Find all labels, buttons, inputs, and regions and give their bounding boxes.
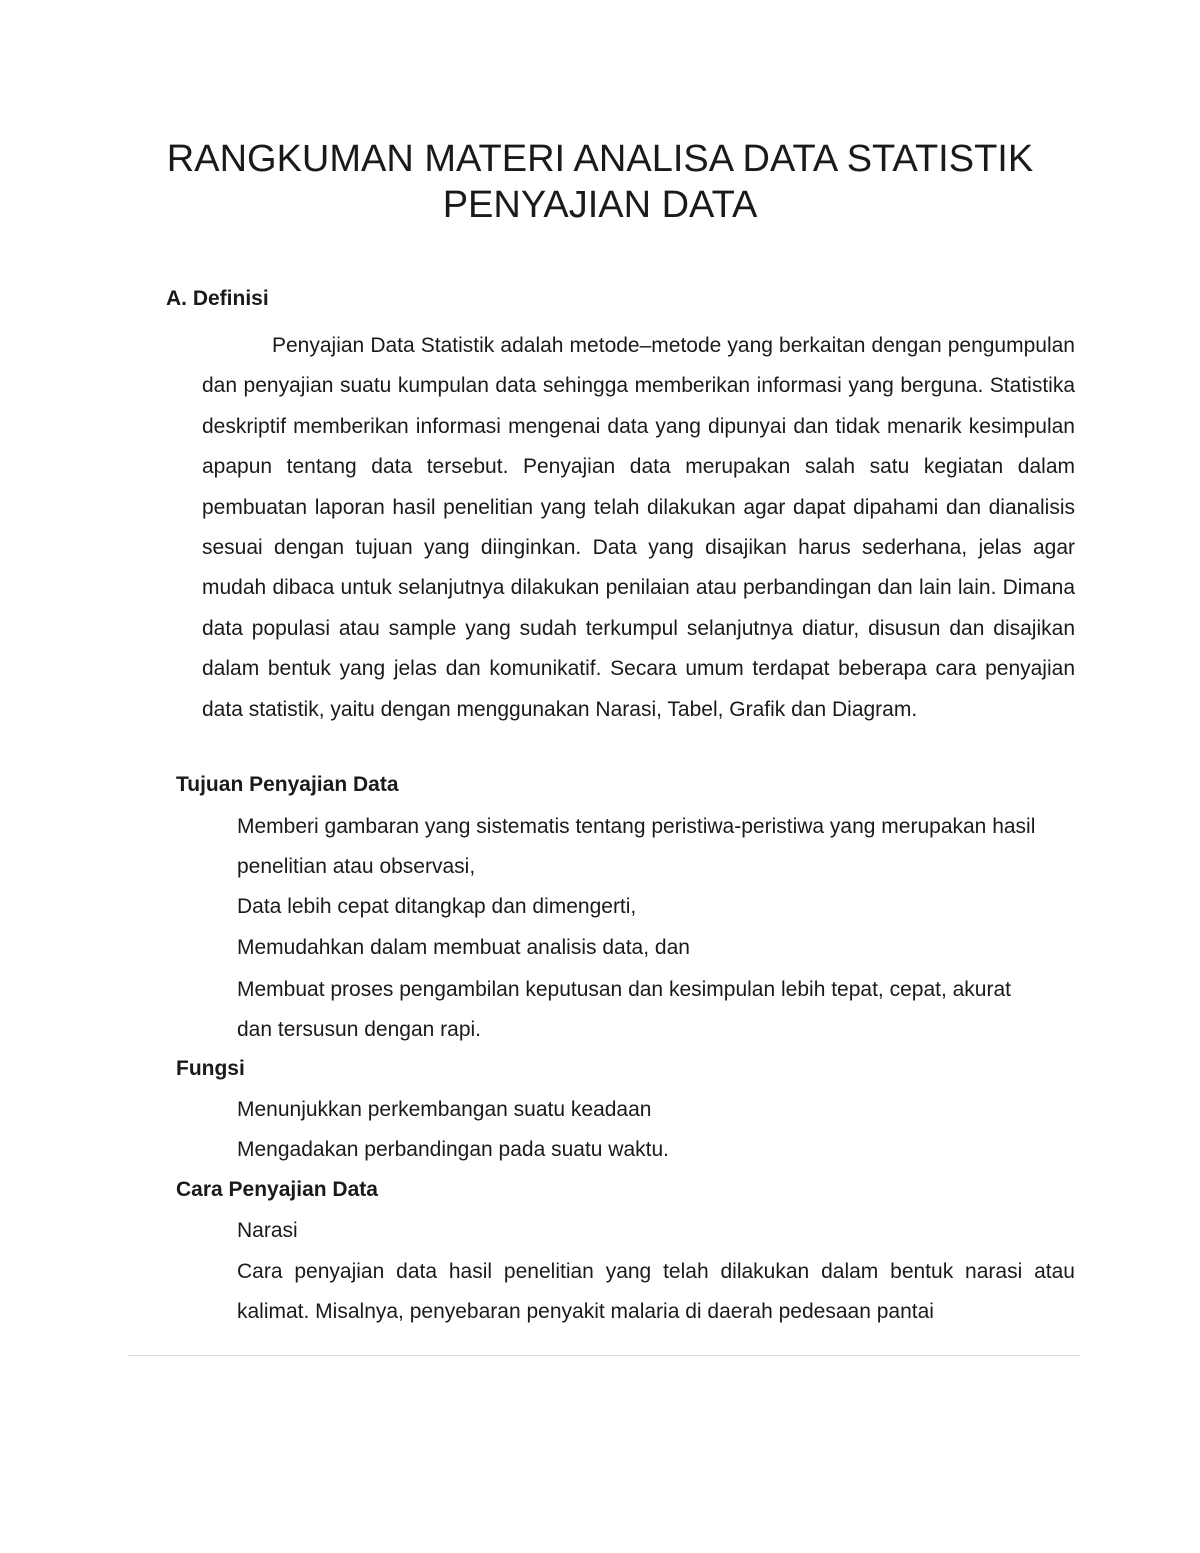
cara-item-narasi-description: Cara penyajian data hasil penelitian yang telah dilakukan dalam bentuk narasi atau kalimat. Misalnya, penyebaran penyakit malaria di daerah pedesaan pantai	[237, 1260, 1075, 1324]
tujuan-item-2: Data lebih cepat ditangkap dan dimengerti,	[237, 895, 637, 918]
page-divider	[128, 1355, 1080, 1356]
title-line-1: RANGKUMAN MATERI ANALISA DATA STATISTIK	[166, 138, 1034, 180]
tujuan-item-3: Memudahkan dalam membuat analisis data, dan	[237, 936, 690, 959]
section-heading-definisi: A. Definisi	[166, 287, 269, 310]
title-line-2: PENYAJIAN DATA	[442, 184, 758, 226]
section-heading-cara: Cara Penyajian Data	[176, 1178, 378, 1201]
cara-item-narasi: Narasi	[237, 1219, 298, 1242]
definisi-paragraph: Penyajian Data Statistik adalah metode–metode yang berkaitan dengan pengumpulan dan penyajian suatu kumpulan data sehingga memberikan informasi yang berguna. Statistika deskriptif memberikan informasi mengenai data yang dipunyai dan tidak menarik kesimpulan apapun tentang data tersebut. Penyajian data merupakan salah satu kegiatan dalam pembuatan laporan hasil penelitian yang telah dilakukan agar dapat dipahami dan dianalisis sesuai dengan tujuan yang diinginkan. Data yang disajikan harus sederhana, jelas agar mudah dibaca untuk selanjutnya dilakukan penilaian atau perbandingan dan lain lain. Dimana data populasi atau sample yang sudah terkumpul selanjutnya diatur, disusun dan disajikan dalam bentuk yang jelas dan komunikatif. Secara umum terdapat beberapa cara penyajian data statistik, yaitu dengan menggunakan Narasi, Tabel, Grafik dan Diagram.	[202, 334, 1075, 721]
document-title	[0, 136, 1200, 228]
fungsi-item-1: Menunjukkan perkembangan suatu keadaan	[237, 1098, 652, 1121]
section-heading-tujuan: Tujuan Penyajian Data	[176, 773, 399, 796]
tujuan-item-4: Membuat proses pengambilan keputusan dan kesimpulan lebih tepat, cepat, akurat dan tersusun dengan rapi.	[237, 978, 1011, 1042]
section-heading-fungsi: Fungsi	[176, 1057, 245, 1080]
fungsi-item-2: Mengadakan perbandingan pada suatu waktu.	[237, 1138, 669, 1161]
tujuan-item-1: Memberi gambaran yang sistematis tentang peristiwa-peristiwa yang merupakan hasil penelitian atau observasi,	[237, 815, 1036, 879]
